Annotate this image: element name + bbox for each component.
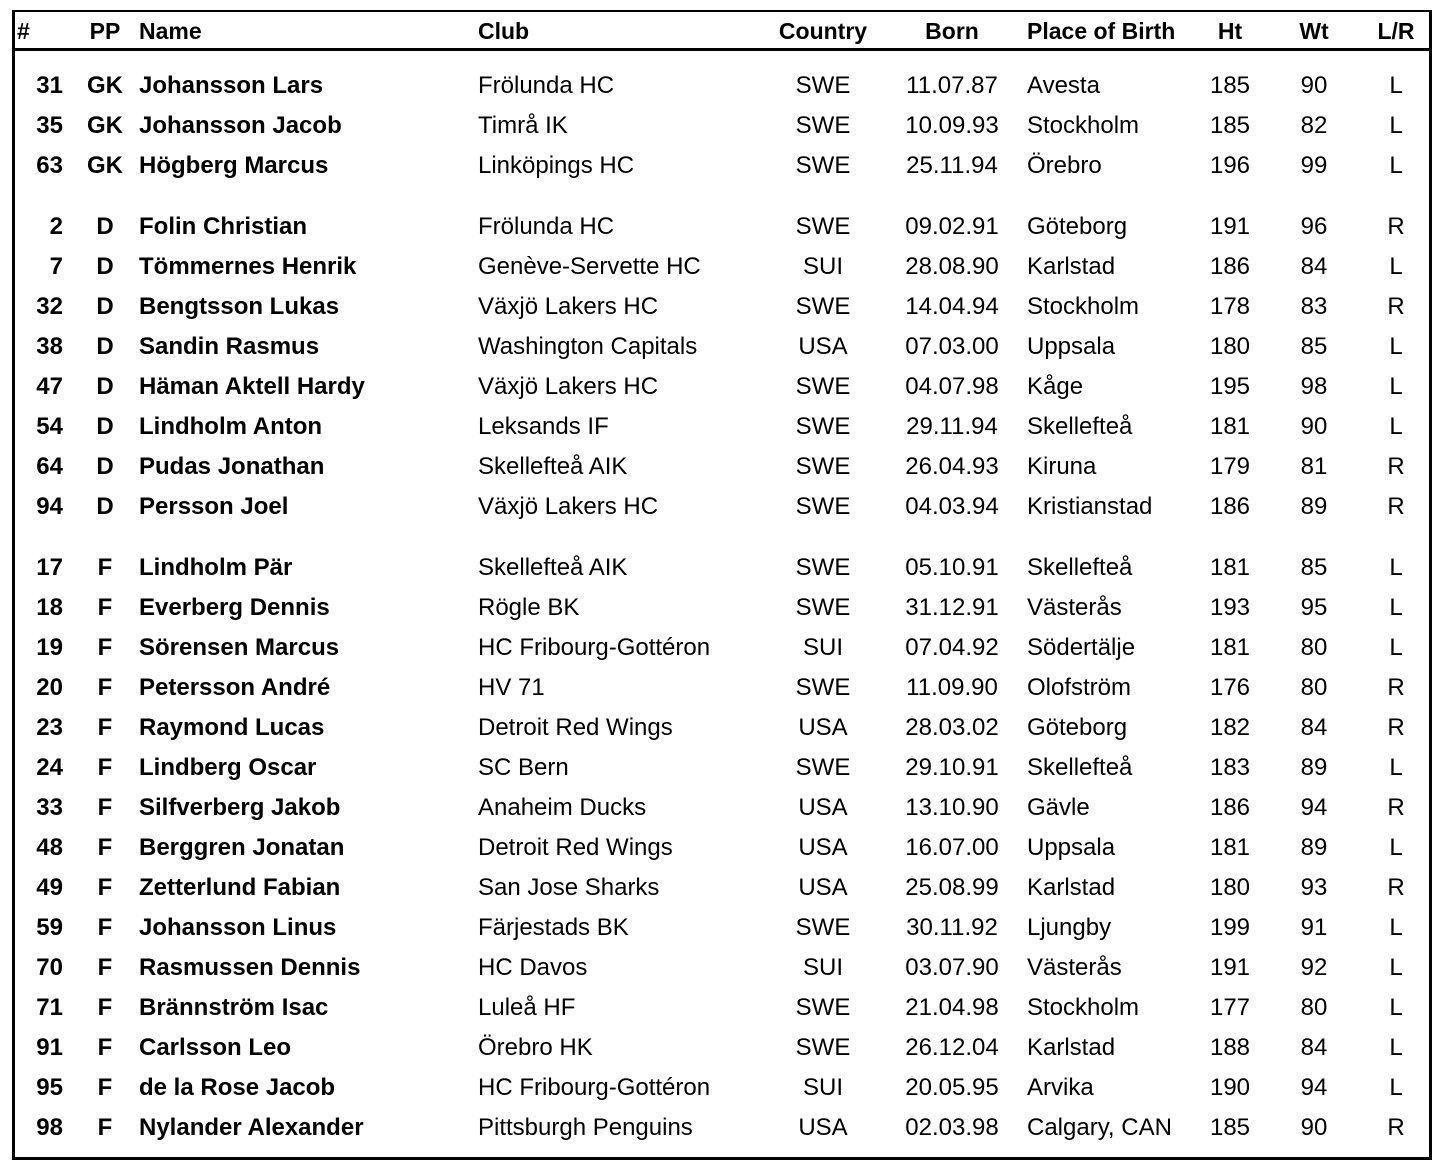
player-club: Luleå HF bbox=[478, 994, 576, 1021]
player-height: 191 bbox=[1209, 954, 1251, 981]
player-handedness: L bbox=[1389, 72, 1403, 99]
player-number: 47 bbox=[36, 373, 63, 400]
player-height: 176 bbox=[1209, 674, 1251, 701]
player-weight: 90 bbox=[1300, 72, 1328, 99]
player-weight: 82 bbox=[1300, 112, 1328, 139]
player-place-of-birth: Gävle bbox=[1027, 794, 1090, 821]
player-place-of-birth: Arvika bbox=[1027, 1074, 1094, 1101]
table-row bbox=[15, 708, 1429, 748]
table-row bbox=[15, 247, 1429, 287]
table-row bbox=[15, 407, 1429, 447]
player-weight: 84 bbox=[1300, 1034, 1328, 1061]
player-club: Leksands IF bbox=[478, 413, 609, 440]
player-place-of-birth: Västerås bbox=[1027, 594, 1122, 621]
player-place-of-birth: Göteborg bbox=[1027, 213, 1128, 240]
player-position: F bbox=[97, 994, 113, 1021]
player-number: 98 bbox=[36, 1114, 63, 1141]
player-number: 59 bbox=[36, 914, 63, 941]
player-handedness: R bbox=[1387, 714, 1405, 741]
player-position: D bbox=[96, 253, 114, 280]
player-born: 03.07.90 bbox=[905, 954, 999, 981]
player-number: 17 bbox=[36, 554, 63, 581]
player-height: 196 bbox=[1209, 152, 1251, 179]
player-name: Lindberg Oscar bbox=[139, 754, 317, 781]
player-handedness: R bbox=[1387, 874, 1405, 901]
player-number: 2 bbox=[49, 213, 63, 240]
player-handedness: R bbox=[1387, 453, 1405, 480]
table-row bbox=[15, 548, 1429, 588]
player-position: F bbox=[97, 714, 113, 741]
player-born: 07.03.00 bbox=[905, 333, 999, 360]
player-country: SUI bbox=[802, 253, 843, 280]
player-weight: 94 bbox=[1300, 794, 1328, 821]
player-height: 199 bbox=[1209, 914, 1251, 941]
player-club: Frölunda HC bbox=[478, 213, 615, 240]
player-country: USA bbox=[798, 714, 848, 741]
player-born: 26.12.04 bbox=[905, 1034, 999, 1061]
player-club: HC Fribourg-Gottéron bbox=[478, 1074, 711, 1101]
player-name: Sandin Rasmus bbox=[139, 333, 320, 360]
player-place-of-birth: Stockholm bbox=[1027, 293, 1140, 320]
header-name: Name bbox=[139, 18, 202, 44]
table-row bbox=[15, 908, 1429, 948]
player-height: 186 bbox=[1209, 253, 1251, 280]
player-name: de la Rose Jacob bbox=[139, 1074, 336, 1101]
player-club: Skellefteå AIK bbox=[478, 554, 628, 581]
header-number: # bbox=[17, 18, 30, 44]
player-place-of-birth: Karlstad bbox=[1027, 874, 1116, 901]
player-place-of-birth: Skellefteå bbox=[1027, 754, 1133, 781]
player-number: 20 bbox=[36, 674, 63, 701]
player-height: 179 bbox=[1209, 453, 1251, 480]
player-handedness: L bbox=[1389, 112, 1403, 139]
player-weight: 91 bbox=[1300, 914, 1328, 941]
player-place-of-birth: Uppsala bbox=[1027, 834, 1116, 861]
table-row bbox=[15, 628, 1429, 668]
player-club: HC Fribourg-Gottéron bbox=[478, 634, 711, 661]
player-position: F bbox=[97, 594, 113, 621]
player-weight: 83 bbox=[1300, 293, 1328, 320]
player-club: San Jose Sharks bbox=[478, 874, 660, 901]
player-born: 11.07.87 bbox=[906, 72, 998, 99]
player-born: 10.09.93 bbox=[905, 112, 999, 139]
player-position: GK bbox=[87, 112, 123, 139]
player-name: Bengtsson Lukas bbox=[139, 293, 340, 320]
player-position: F bbox=[97, 1114, 113, 1141]
player-number: 18 bbox=[36, 594, 63, 621]
header-weight: Wt bbox=[1299, 18, 1329, 44]
player-club: Anaheim Ducks bbox=[478, 794, 647, 821]
player-name: Raymond Lucas bbox=[139, 714, 325, 741]
player-weight: 89 bbox=[1300, 834, 1328, 861]
player-born: 20.05.95 bbox=[905, 1074, 999, 1101]
player-handedness: L bbox=[1389, 914, 1403, 941]
player-club: Växjö Lakers HC bbox=[478, 373, 659, 400]
player-club: Växjö Lakers HC bbox=[478, 493, 659, 520]
player-position: F bbox=[97, 554, 113, 581]
player-born: 04.07.98 bbox=[905, 373, 999, 400]
table-row bbox=[15, 146, 1429, 186]
player-name: Pudas Jonathan bbox=[139, 453, 325, 480]
player-position: F bbox=[97, 914, 113, 941]
player-weight: 80 bbox=[1300, 634, 1328, 661]
player-place-of-birth: Kristianstad bbox=[1027, 493, 1153, 520]
player-country: USA bbox=[798, 1114, 848, 1141]
player-number: 31 bbox=[36, 72, 63, 99]
player-position: F bbox=[97, 674, 113, 701]
player-height: 181 bbox=[1209, 834, 1251, 861]
player-weight: 93 bbox=[1300, 874, 1328, 901]
player-position: D bbox=[96, 413, 114, 440]
player-country: USA bbox=[798, 874, 848, 901]
player-height: 178 bbox=[1209, 293, 1251, 320]
player-number: 24 bbox=[36, 754, 63, 781]
player-club: Färjestads BK bbox=[478, 914, 629, 941]
player-position: D bbox=[96, 213, 114, 240]
header-handedness: L/R bbox=[1377, 18, 1415, 44]
player-country: SWE bbox=[795, 213, 851, 240]
player-born: 29.11.94 bbox=[906, 413, 998, 440]
player-country: SWE bbox=[795, 554, 851, 581]
player-handedness: L bbox=[1389, 333, 1403, 360]
player-weight: 99 bbox=[1300, 152, 1328, 179]
player-country: SWE bbox=[795, 293, 851, 320]
player-weight: 80 bbox=[1300, 674, 1328, 701]
header-club: Club bbox=[478, 18, 530, 44]
player-name: Everberg Dennis bbox=[139, 594, 330, 621]
table-row bbox=[15, 868, 1429, 908]
player-place-of-birth: Uppsala bbox=[1027, 333, 1116, 360]
player-country: SWE bbox=[795, 72, 851, 99]
player-born: 25.11.94 bbox=[906, 152, 998, 179]
player-country: SWE bbox=[795, 413, 851, 440]
player-place-of-birth: Södertälje bbox=[1027, 634, 1136, 661]
player-number: 91 bbox=[36, 1034, 63, 1061]
player-place-of-birth: Avesta bbox=[1027, 72, 1100, 99]
player-born: 31.12.91 bbox=[905, 594, 999, 621]
player-number: 71 bbox=[36, 994, 63, 1021]
player-handedness: L bbox=[1389, 754, 1403, 781]
header-height: Ht bbox=[1217, 18, 1243, 44]
player-handedness: L bbox=[1389, 954, 1403, 981]
player-name: Tömmernes Henrik bbox=[139, 253, 357, 280]
player-name: Berggren Jonatan bbox=[139, 834, 345, 861]
player-height: 193 bbox=[1209, 594, 1251, 621]
player-position: D bbox=[96, 493, 114, 520]
player-country: SUI bbox=[802, 954, 843, 981]
player-handedness: R bbox=[1387, 213, 1405, 240]
player-country: SUI bbox=[802, 634, 843, 661]
player-club: HC Davos bbox=[478, 954, 588, 981]
player-weight: 84 bbox=[1300, 253, 1328, 280]
player-weight: 95 bbox=[1300, 594, 1328, 621]
player-club: Detroit Red Wings bbox=[478, 834, 673, 861]
header-place-of-birth: Place of Birth bbox=[1027, 18, 1176, 44]
player-club: Rögle BK bbox=[478, 594, 580, 621]
player-height: 190 bbox=[1209, 1074, 1251, 1101]
player-handedness: L bbox=[1389, 634, 1403, 661]
player-club: Timrå IK bbox=[478, 112, 568, 139]
player-number: 7 bbox=[49, 253, 63, 280]
player-height: 191 bbox=[1209, 213, 1251, 240]
player-height: 185 bbox=[1209, 1114, 1251, 1141]
player-number: 48 bbox=[36, 834, 63, 861]
player-club: Detroit Red Wings bbox=[478, 714, 673, 741]
player-height: 183 bbox=[1209, 754, 1251, 781]
player-weight: 90 bbox=[1300, 413, 1328, 440]
player-place-of-birth: Olofström bbox=[1027, 674, 1132, 701]
player-weight: 96 bbox=[1300, 213, 1328, 240]
player-club: Frölunda HC bbox=[478, 72, 615, 99]
player-position: GK bbox=[87, 152, 123, 179]
player-handedness: L bbox=[1389, 152, 1403, 179]
player-name: Nylander Alexander bbox=[139, 1114, 364, 1141]
player-club: Växjö Lakers HC bbox=[478, 293, 659, 320]
player-name: Brännström Isac bbox=[139, 994, 329, 1021]
player-number: 33 bbox=[36, 794, 63, 821]
player-club: Pittsburgh Penguins bbox=[478, 1114, 693, 1141]
player-weight: 85 bbox=[1300, 333, 1328, 360]
player-weight: 80 bbox=[1300, 994, 1328, 1021]
player-handedness: R bbox=[1387, 493, 1405, 520]
player-name: Högberg Marcus bbox=[139, 152, 329, 179]
player-position: D bbox=[96, 333, 114, 360]
player-country: SWE bbox=[795, 914, 851, 941]
player-weight: 85 bbox=[1300, 554, 1328, 581]
table-row bbox=[15, 447, 1429, 487]
player-born: 09.02.91 bbox=[905, 213, 999, 240]
player-born: 26.04.93 bbox=[905, 453, 999, 480]
table-row bbox=[15, 207, 1429, 247]
table-row bbox=[15, 828, 1429, 868]
player-country: SWE bbox=[795, 1034, 851, 1061]
player-place-of-birth: Örebro bbox=[1027, 152, 1102, 179]
player-height: 185 bbox=[1209, 112, 1251, 139]
player-number: 49 bbox=[36, 874, 63, 901]
table-row bbox=[15, 588, 1429, 628]
player-number: 19 bbox=[36, 634, 63, 661]
player-born: 28.08.90 bbox=[905, 253, 999, 280]
table-row bbox=[15, 988, 1429, 1028]
player-place-of-birth: Calgary, CAN bbox=[1027, 1114, 1172, 1141]
player-country: SWE bbox=[795, 754, 851, 781]
player-born: 28.03.02 bbox=[905, 714, 999, 741]
player-club: Linköpings HC bbox=[478, 152, 635, 179]
player-handedness: L bbox=[1389, 834, 1403, 861]
player-place-of-birth: Skellefteå bbox=[1027, 413, 1133, 440]
table-row bbox=[15, 1028, 1429, 1068]
player-handedness: L bbox=[1389, 554, 1403, 581]
table-row bbox=[15, 487, 1429, 527]
player-weight: 89 bbox=[1300, 754, 1328, 781]
player-country: SWE bbox=[795, 112, 851, 139]
player-height: 177 bbox=[1209, 994, 1251, 1021]
player-height: 195 bbox=[1209, 373, 1251, 400]
player-club: HV 71 bbox=[478, 674, 545, 701]
table-row bbox=[15, 1068, 1429, 1108]
player-position: F bbox=[97, 1074, 113, 1101]
player-position: D bbox=[96, 293, 114, 320]
table-header bbox=[15, 12, 1429, 51]
player-born: 02.03.98 bbox=[905, 1114, 999, 1141]
player-position: F bbox=[97, 954, 113, 981]
player-born: 25.08.99 bbox=[905, 874, 999, 901]
player-place-of-birth: Karlstad bbox=[1027, 1034, 1116, 1061]
player-weight: 94 bbox=[1300, 1074, 1328, 1101]
header-position: PP bbox=[89, 18, 121, 44]
player-position: GK bbox=[87, 72, 123, 99]
player-handedness: L bbox=[1389, 1074, 1403, 1101]
player-height: 181 bbox=[1209, 634, 1251, 661]
player-place-of-birth: Karlstad bbox=[1027, 253, 1116, 280]
player-height: 181 bbox=[1209, 554, 1251, 581]
player-height: 182 bbox=[1209, 714, 1251, 741]
player-club: Örebro HK bbox=[478, 1034, 593, 1061]
player-number: 23 bbox=[36, 714, 63, 741]
player-handedness: L bbox=[1389, 994, 1403, 1021]
player-position: F bbox=[97, 874, 113, 901]
player-born: 05.10.91 bbox=[905, 554, 999, 581]
player-country: SUI bbox=[802, 1074, 843, 1101]
roster-table bbox=[12, 10, 1432, 1160]
player-height: 186 bbox=[1209, 794, 1251, 821]
player-position: D bbox=[96, 373, 114, 400]
player-country: USA bbox=[798, 333, 848, 360]
table-row bbox=[15, 788, 1429, 828]
player-born: 14.04.94 bbox=[905, 293, 999, 320]
player-country: USA bbox=[798, 794, 848, 821]
player-handedness: R bbox=[1387, 794, 1405, 821]
player-height: 188 bbox=[1209, 1034, 1251, 1061]
player-born: 21.04.98 bbox=[905, 994, 999, 1021]
player-position: F bbox=[97, 1034, 113, 1061]
player-number: 32 bbox=[36, 293, 63, 320]
player-name: Carlsson Leo bbox=[139, 1034, 292, 1061]
table-row bbox=[15, 66, 1429, 106]
table-row bbox=[15, 668, 1429, 708]
player-number: 54 bbox=[36, 413, 63, 440]
player-handedness: R bbox=[1387, 293, 1405, 320]
player-born: 30.11.92 bbox=[906, 914, 998, 941]
player-name: Lindholm Anton bbox=[139, 413, 323, 440]
player-weight: 84 bbox=[1300, 714, 1328, 741]
player-handedness: L bbox=[1389, 253, 1403, 280]
table-row bbox=[15, 327, 1429, 367]
player-country: USA bbox=[798, 834, 848, 861]
player-born: 11.09.90 bbox=[906, 674, 998, 701]
player-number: 94 bbox=[36, 493, 63, 520]
player-height: 180 bbox=[1209, 333, 1251, 360]
player-club: Genève-Servette HC bbox=[478, 253, 701, 280]
player-place-of-birth: Stockholm bbox=[1027, 994, 1140, 1021]
player-country: SWE bbox=[795, 994, 851, 1021]
player-handedness: L bbox=[1389, 1034, 1403, 1061]
player-born: 16.07.00 bbox=[905, 834, 999, 861]
table-row bbox=[15, 106, 1429, 146]
player-number: 64 bbox=[36, 453, 63, 480]
player-name: Rasmussen Dennis bbox=[139, 954, 361, 981]
player-country: SWE bbox=[795, 453, 851, 480]
player-height: 186 bbox=[1209, 493, 1251, 520]
player-handedness: R bbox=[1387, 1114, 1405, 1141]
player-place-of-birth: Kiruna bbox=[1027, 453, 1097, 480]
player-country: SWE bbox=[795, 493, 851, 520]
player-name: Lindholm Pär bbox=[139, 554, 293, 581]
player-height: 180 bbox=[1209, 874, 1251, 901]
header-country: Country bbox=[778, 18, 868, 44]
header-born: Born bbox=[925, 18, 979, 44]
player-name: Persson Joel bbox=[139, 493, 289, 520]
player-height: 185 bbox=[1209, 72, 1251, 99]
player-name: Johansson Lars bbox=[139, 72, 324, 99]
player-place-of-birth: Ljungby bbox=[1027, 914, 1112, 941]
table-row bbox=[15, 748, 1429, 788]
player-club: SC Bern bbox=[478, 754, 569, 781]
player-name: Silfverberg Jakob bbox=[139, 794, 341, 821]
player-name: Petersson André bbox=[139, 674, 331, 701]
player-number: 63 bbox=[36, 152, 63, 179]
table-row bbox=[15, 948, 1429, 988]
player-weight: 92 bbox=[1300, 954, 1328, 981]
player-name: Folin Christian bbox=[139, 213, 307, 240]
player-weight: 98 bbox=[1300, 373, 1328, 400]
player-position: D bbox=[96, 453, 114, 480]
player-place-of-birth: Skellefteå bbox=[1027, 554, 1133, 581]
player-height: 181 bbox=[1209, 413, 1251, 440]
player-handedness: R bbox=[1387, 674, 1405, 701]
player-place-of-birth: Kåge bbox=[1027, 373, 1084, 400]
table-row bbox=[15, 287, 1429, 327]
player-born: 07.04.92 bbox=[905, 634, 999, 661]
player-name: Zetterlund Fabian bbox=[139, 874, 341, 901]
player-position: F bbox=[97, 834, 113, 861]
player-handedness: L bbox=[1389, 594, 1403, 621]
table-row bbox=[15, 1108, 1429, 1148]
player-country: SWE bbox=[795, 594, 851, 621]
player-position: F bbox=[97, 794, 113, 821]
player-country: SWE bbox=[795, 373, 851, 400]
player-born: 13.10.90 bbox=[905, 794, 999, 821]
player-number: 70 bbox=[36, 954, 63, 981]
player-number: 35 bbox=[36, 112, 63, 139]
player-place-of-birth: Göteborg bbox=[1027, 714, 1128, 741]
player-club: Washington Capitals bbox=[478, 333, 698, 360]
player-handedness: L bbox=[1389, 413, 1403, 440]
player-country: SWE bbox=[795, 152, 851, 179]
player-number: 38 bbox=[36, 333, 63, 360]
table-row bbox=[15, 367, 1429, 407]
player-number: 95 bbox=[36, 1074, 63, 1101]
player-handedness: L bbox=[1389, 373, 1403, 400]
player-club: Skellefteå AIK bbox=[478, 453, 628, 480]
player-name: Johansson Jacob bbox=[139, 112, 342, 139]
player-place-of-birth: Stockholm bbox=[1027, 112, 1140, 139]
player-born: 29.10.91 bbox=[905, 754, 999, 781]
player-born: 04.03.94 bbox=[905, 493, 999, 520]
player-name: Johansson Linus bbox=[139, 914, 337, 941]
player-name: Häman Aktell Hardy bbox=[139, 373, 365, 400]
player-place-of-birth: Västerås bbox=[1027, 954, 1122, 981]
player-weight: 81 bbox=[1300, 453, 1328, 480]
player-weight: 89 bbox=[1300, 493, 1328, 520]
player-weight: 90 bbox=[1300, 1114, 1328, 1141]
player-name: Sörensen Marcus bbox=[139, 634, 340, 661]
player-position: F bbox=[97, 634, 113, 661]
player-position: F bbox=[97, 754, 113, 781]
player-country: SWE bbox=[795, 674, 851, 701]
